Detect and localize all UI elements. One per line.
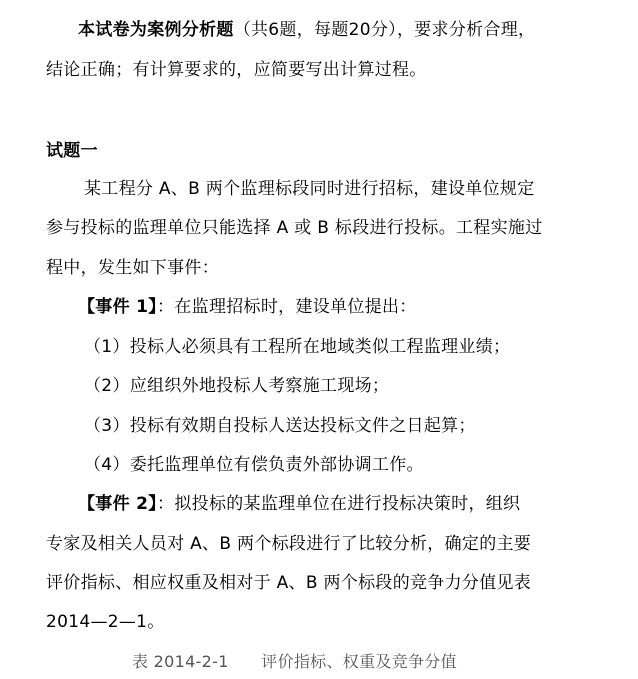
event1-item-3: （3）投标有效期自投标人送达投标文件之日起算；: [84, 416, 476, 436]
event1-text: ：在监理招标时，建设单位提出：: [157, 297, 417, 317]
event1-item-2: （2）应组织外地投标人考察施工现场；: [84, 376, 390, 396]
event2-heading: [78, 492, 520, 516]
event2-first-line: ：拟投标的某监理单位在进行投标决策时，组织: [157, 494, 521, 514]
intro-line-2: 结论正确；有计算要求的，应简要写出计算过程。: [46, 60, 427, 80]
event1-label: 【事件 1】: [78, 297, 158, 317]
event1-item-4: （4）委托监理单位有偿负责外部协调工作。: [84, 455, 424, 475]
para1-line-2: 参与投标的监理单位只能选择 A 或 B 标段进行投标。工程实施过: [46, 218, 543, 238]
event1-item-1: （1）投标人必须具有工程所在地域类似工程监理业绩；: [84, 337, 511, 357]
intro-bold-text: 本试卷为案例分析题: [78, 20, 234, 40]
para1-line-3: 程中，发生如下事件：: [46, 258, 219, 278]
event2-line-2: 专家及相关人员对 A、B 两个标段进行了比较分析，确定的主要: [46, 534, 532, 554]
table-caption: 表 2014-2-1 评价指标、权重及竞争分值: [132, 652, 457, 671]
event1-heading: [78, 295, 417, 319]
event2-label: 【事件 2】: [78, 494, 158, 514]
event2-line-4: 2014—2—1。: [46, 612, 165, 632]
event2-line-3: 评价指标、相应权重及相对于 A、B 两个标段的竞争力分值见表: [46, 573, 532, 593]
intro-rest-text: （共6题，每题20分），要求分析合理，: [233, 20, 536, 40]
question-heading: 试题一: [46, 141, 98, 161]
para1-line-1: 某工程分 A、B 两个监理标段同时进行招标，建设单位规定: [84, 179, 535, 199]
intro-line-1: [78, 18, 535, 42]
